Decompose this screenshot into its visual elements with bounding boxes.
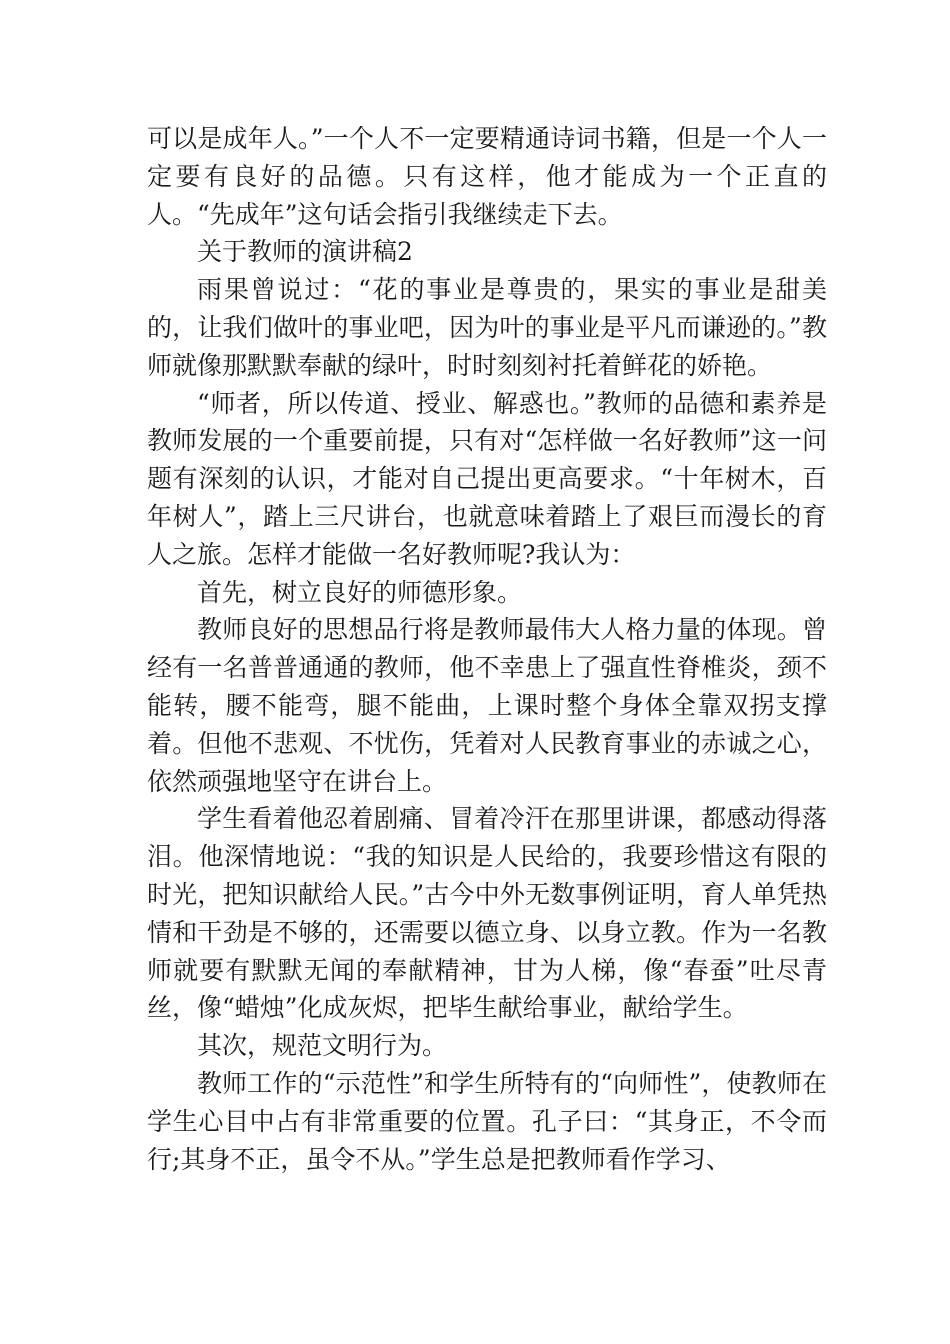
section-title: 关于教师的演讲稿2	[197, 237, 413, 267]
paragraph-teacher-role: “师者，所以传道、授业、解惑也。”教师的品德和素养是教师发展的一个重要前提，只有对“怎样做一名好教师”这一问题有深刻的认识，才能对自己提出更高要求。“十年树木，百年树人”，踏上三尺讲台，也就意味着踏上了艰巨而漫长的育人之旅。怎样才能做一名好教师呢?我认为：	[147, 388, 827, 569]
paragraph-exemplary-role: 教师工作的“示范性”和学生所特有的“向师性”，使教师在学生心目中占有非常重要的位置。孔子曰：“其身正，不令而行;其身不正，虽令不从。”学生总是把教师看作学习、	[147, 1068, 827, 1174]
paragraph-first-point: 首先，树立良好的师德形象。	[197, 577, 523, 607]
paragraph-second-point: 其次，规范文明行为。	[197, 1031, 448, 1061]
paragraph-students-moved: 学生看着他忍着剧痛、冒着冷汗在那里讲课，都感动得落泪。他深情地说：“我的知识是人民给的，我要珍惜这有限的时光，把知识献给人民。”古今中外无数事例证明，育人单凭热情和干劲是不够的，还需要以德立身、以身立教。作为一名教师就要有默默无闻的奉献精神，甘为人梯，像“春蚕”吐尽青丝，像“蜡烛”化成灰烬，把毕生献给事业，献给学生。	[147, 804, 827, 1023]
document-body	[147, 120, 827, 1178]
paragraph-hugo-quote: 雨果曾说过：“花的事业是尊贵的，果实的事业是甜美的，让我们做叶的事业吧，因为叶的事业是平凡而谦逊的。”教师就像那默默奉献的绿叶，时时刻刻衬托着鲜花的娇艳。	[147, 275, 827, 380]
paragraph-teacher-example: 教师良好的思想品行将是教师最伟大人格力量的体现。曾经有一名普普通通的教师，他不幸患上了强直性脊椎炎，颈不能转，腰不能弯，腿不能曲，上课时整个身体全靠双拐支撑着。但他不悲观、不忧伤，凭着对人民教育事业的赤诚之心，依然顽强地坚守在讲台上。	[147, 615, 827, 796]
paragraph-continuation: 可以是成年人。”一个人不一定要精通诗词书籍，但是一个人一定要有良好的品德。只有这样，他才能成为一个正直的人。“先成年”这句话会指引我继续走下去。	[147, 124, 827, 229]
